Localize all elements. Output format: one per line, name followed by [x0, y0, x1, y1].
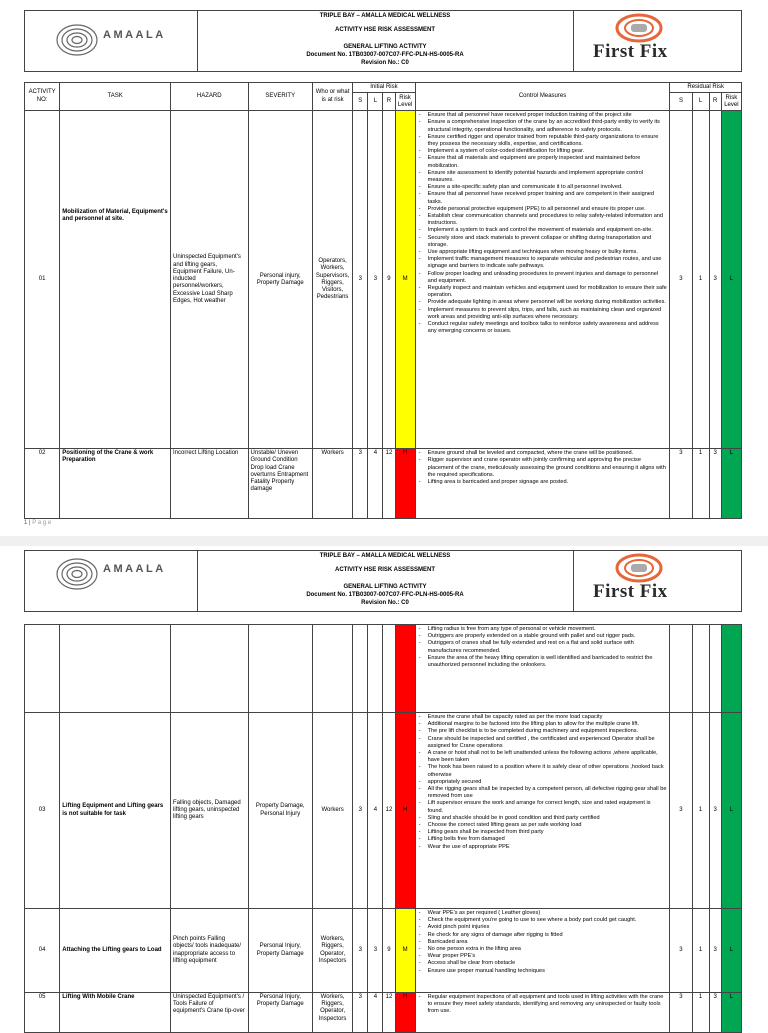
table-row: [25, 993, 742, 1033]
control-measure-item: - Ensure the area of the heavy lifting operation is well identified and barricaded to restrict the unauthorized personnel including the onlookers.: [428, 655, 668, 669]
activity-no: 05: [25, 993, 60, 1033]
amaala-logo-text: AMAALA: [103, 29, 166, 41]
control-measure-item: - Crane should be inspected and certified , the certificated and experienced Operator shall be assigned for Crane operations: [428, 736, 668, 750]
initial-r: 12: [383, 993, 395, 1033]
control-measure-item: - Re check for any signs of damage after rigging is fitted: [428, 932, 668, 939]
task: [60, 625, 171, 713]
col-res-risk-level: Risk Level: [721, 93, 741, 111]
who-at-risk: Workers: [312, 713, 352, 909]
initial-risk-level: M: [395, 909, 415, 993]
col-hazard: HAZARD: [171, 83, 249, 111]
amaala-logo: [25, 551, 198, 611]
control-measure-item: - Outriggers of cranes shall be fully extended and rest on a flat and solid surface with manufactures recommended.: [428, 640, 668, 654]
risk-table-page1: [24, 82, 742, 519]
initial-risk-level: H: [395, 713, 415, 909]
control-measure-item: - The pre lift checklist is to be completed during machinery and equipment inspections.: [428, 728, 668, 735]
residual-risk-level: L: [721, 909, 741, 993]
amaala-emblem-icon: [55, 23, 99, 57]
control-measure-item: - Wear the use of appropriate PPE: [428, 844, 668, 851]
header-title-block: [197, 551, 574, 611]
control-measure-item: - Ensure the crane shall be capacity rated as per the more load capacity: [428, 714, 668, 721]
initial-l: 3: [368, 909, 383, 993]
risk-table-page2: [24, 624, 742, 1033]
control-measure-item: - Implement a system of color-coded identification for lifting gear.: [428, 148, 668, 155]
control-measure-item: - Ensure use proper manual handling techniques: [428, 968, 668, 975]
activity-no: [25, 625, 60, 713]
initial-l: 4: [368, 713, 383, 909]
control-measure-item: - appropriately secured: [428, 779, 668, 786]
control-measure-item: - Lifting gears shall be inspected from third party: [428, 829, 668, 836]
task: Mobilization of Material, Equipment's and personnel at site.: [60, 111, 171, 449]
control-measure-item: - Conduct regular safety meetings and toolbox talks to reinforce safety awareness and address any emerging concerns or issues.: [428, 321, 668, 335]
control-measures: [415, 449, 670, 519]
control-measures: [415, 713, 670, 909]
residual-risk-level: L: [721, 993, 741, 1033]
table-row: [25, 625, 742, 713]
control-measure-item: - Ensure site assessment to identify potential hazards and implement appropriate control measures.: [428, 170, 668, 184]
initial-s: [353, 625, 368, 713]
activity-no: 01: [25, 111, 60, 449]
control-measures: [415, 909, 670, 993]
col-res-s: S: [670, 93, 692, 111]
hazard: Incorrect Lifting Location: [171, 449, 249, 519]
initial-l: [368, 625, 383, 713]
control-measure-item: - Avoid pinch point injuries: [428, 924, 668, 931]
task: Lifting Equipment and Lifting gears is not suitable for task: [60, 713, 171, 909]
initial-r: 12: [383, 449, 395, 519]
who-at-risk: Workers, Riggers, Operator, Inspectors: [312, 993, 352, 1033]
header-title-block: [197, 11, 574, 71]
task: Attaching the Lifting gears to Load: [60, 909, 171, 993]
control-measure-item: - Lifting belts free from damaged: [428, 836, 668, 843]
table-row: [25, 713, 742, 909]
control-measure-item: - Regularly inspect and maintain vehicles and equipment used for mobilization to ensure their safe operation.: [428, 285, 668, 299]
firstfix-logo: [573, 11, 741, 71]
residual-r: 3: [709, 993, 721, 1033]
control-measure-item: - Barricaded area: [428, 939, 668, 946]
residual-r: 3: [709, 909, 721, 993]
table-row: [25, 909, 742, 993]
table-row: [25, 449, 742, 519]
severity: Unstable/ Uneven Ground Condition Drop load Crane overturns Entrapment Fatality Property damage: [248, 449, 312, 519]
residual-r: [709, 625, 721, 713]
residual-s: 3: [670, 993, 692, 1033]
control-measure-item: - Lifting area is barricaded and proper signage are posted.: [428, 479, 668, 486]
task: Lifting With Mobile Crane: [60, 993, 171, 1033]
control-measures: [415, 625, 670, 713]
col-residual-risk: Residual Risk: [670, 83, 742, 93]
col-res-l: L: [692, 93, 709, 111]
page-2: [0, 546, 768, 1024]
activity-title: GENERAL LIFTING ACTIVITY: [343, 584, 427, 590]
initial-s: 3: [353, 713, 368, 909]
initial-l: 3: [368, 111, 383, 449]
control-measure-item: - Ensure a comprehensive inspection of the crane by an accredited third-party entity to verify its structural integrity, operational functionality, and adherence to safety protocols.: [428, 119, 668, 133]
control-measure-item: - Access shall be clear from obstacle: [428, 960, 668, 967]
activity-no: 02: [25, 449, 60, 519]
col-risk-level: Risk Level: [395, 93, 415, 111]
col-res-r: R: [709, 93, 721, 111]
firstfix-emblem-icon: [615, 553, 663, 583]
residual-l: 1: [692, 993, 709, 1033]
col-task: TASK: [60, 83, 171, 111]
residual-l: 1: [692, 909, 709, 993]
control-measure-item: - Implement a system to track and control the movement of materials and equipment on-site.: [428, 227, 668, 234]
firstfix-logo-text: First Fix: [593, 581, 668, 602]
col-r: R: [383, 93, 395, 111]
control-measure-item: - Wear proper PPE's: [428, 953, 668, 960]
control-measure-item: - Lift supervisor ensure the work and arrange for correct length, size and rated equipment is found.: [428, 800, 668, 814]
initial-risk-level: H: [395, 449, 415, 519]
control-measure-item: - Lifting radius is free from any type of personal or vehicle movement.: [428, 626, 668, 633]
firstfix-logo: [573, 551, 741, 611]
residual-r: 3: [709, 449, 721, 519]
control-measure-item: - Sling and shackle should be in good condition and third party certified: [428, 815, 668, 822]
col-severity: SEVERITY: [248, 83, 312, 111]
control-measure-item: - Use appropriate lifting equipment and techniques when moving heavy or bulky items.: [428, 249, 668, 256]
who-at-risk: Workers, Riggers, Operator, Inspectors: [312, 909, 352, 993]
col-control-measures: Control Measures: [415, 83, 670, 111]
control-measure-item: - Rigger supervisor and crane operator with jointly confirming and approving the precise placement of the crane, meticulously assessing the ground conditions and ensuring it aligns with the required specifications.: [428, 457, 668, 479]
initial-r: 9: [383, 909, 395, 993]
col-activity-no: ACTIVITY NO:: [25, 83, 60, 111]
severity: Personal Injury, Property Damage: [248, 909, 312, 993]
initial-risk-level: M: [395, 111, 415, 449]
hazard: Uninspected Equipment's and lifting gears, Equipment Failure, Un-inducted personnel/workers, Excessive Load Sharp Edges, Hot weather: [171, 111, 249, 449]
firstfix-logo-text: First Fix: [593, 41, 668, 62]
control-measure-item: - Outriggers are properly extended on a stable ground with pallet and out rigger pads.: [428, 633, 668, 640]
residual-risk-level: [721, 625, 741, 713]
control-measure-item: - Choose the correct rated lifting gears as per safe working load: [428, 822, 668, 829]
amaala-logo-text: AMAALA: [103, 563, 166, 575]
document-header: [24, 550, 742, 612]
who-at-risk: Workers: [312, 449, 352, 519]
col-who: Who or what is at risk: [312, 83, 352, 111]
residual-s: 3: [670, 713, 692, 909]
firstfix-emblem-icon: [615, 13, 663, 43]
document-number: Document No. 1TB03007-007C07-FFC-PLN-HS-0005-RA: [306, 592, 464, 598]
residual-s: 3: [670, 449, 692, 519]
control-measure-item: - Establish clear communication channels and procedures to relay safety-related information and instructions.: [428, 213, 668, 227]
document-header: [24, 10, 742, 72]
initial-risk-level: H: [395, 993, 415, 1033]
initial-r: 9: [383, 111, 395, 449]
control-measure-item: - Ensure ground shall be leveled and compacted, where the crane will be positioned.: [428, 450, 668, 457]
control-measure-item: - Ensure that all materials and equipment are properly inspected and maintained before mobilization.: [428, 155, 668, 169]
control-measure-item: - Follow proper loading and unloading procedures to prevent injuries and damage to personnel and equipment.: [428, 271, 668, 285]
control-measure-item: - A crane or hoist shall not to be left unattended unless the following actions ,where applicable, have been taken: [428, 750, 668, 764]
residual-s: 3: [670, 111, 692, 449]
page-number: 1 | P a g e: [24, 520, 52, 526]
residual-l: 1: [692, 111, 709, 449]
who-at-risk: Operators, Workers, Supervisors, Riggers, Visitors, Pedestrians: [312, 111, 352, 449]
table-header-row: [25, 83, 742, 93]
initial-r: 12: [383, 713, 395, 909]
revision-number: Revision No.: C0: [361, 600, 409, 606]
severity: Personal injury, Property Damage: [248, 111, 312, 449]
control-measure-item: - Ensure that all personnel have received proper training and are competent in their assigned tasks.: [428, 191, 668, 205]
control-measure-item: - The hook has been raised to a position where it is safely clear of other operations ,hooked back otherwise: [428, 764, 668, 778]
table-row: [25, 111, 742, 449]
page-separator: [0, 536, 768, 546]
initial-l: 4: [368, 449, 383, 519]
page-label: P a g e: [32, 520, 52, 526]
control-measure-item: - Implement traffic management measures to separate vehicular and pedestrian routes, and use signage and barriers to indicate safe pathways.: [428, 256, 668, 270]
residual-r: 3: [709, 713, 721, 909]
control-measures: [415, 111, 670, 449]
initial-r: [383, 625, 395, 713]
initial-s: 3: [353, 111, 368, 449]
activity-no: 03: [25, 713, 60, 909]
amaala-emblem-icon: [55, 557, 99, 591]
control-measure-item: - Implement measures to prevent slips, trips, and falls, such as maintaining clean and organized work areas and providing anti-slip surfaces where necessary.: [428, 307, 668, 321]
control-measure-item: - Ensure that all personnel have received proper induction training of the project site: [428, 112, 668, 119]
residual-l: 1: [692, 713, 709, 909]
control-measure-item: - No one person extra in the lifting area: [428, 946, 668, 953]
page-number-value: 1: [24, 520, 28, 526]
hazard: [171, 625, 249, 713]
control-measure-item: - All the rigging gears shall be inspected by a competent person, all defective rigging gear shall be removed from use: [428, 786, 668, 800]
col-s: S: [353, 93, 368, 111]
control-measure-item: - Securely store and stack materials to prevent collapse or shifting during transportation and storage.: [428, 235, 668, 249]
task: Positioning of the Crane & work Preparation: [60, 449, 171, 519]
control-measures: [415, 993, 670, 1033]
severity: Personal Injury, Property Damage: [248, 993, 312, 1033]
doc-type-title: ACTIVITY HSE RISK ASSESSMENT: [334, 567, 436, 573]
residual-r: 3: [709, 111, 721, 449]
initial-s: 3: [353, 909, 368, 993]
hazard: Pinch points Falling objects/ tools inadequate/ inappropriate access to lifting equipment: [171, 909, 249, 993]
control-measure-item: - Ensure a site-specific safety plan and communicate it to all personnel involved.: [428, 184, 668, 191]
control-measure-item: - Check the equipment you're going to use to see where a body part could get caught.: [428, 917, 668, 924]
document-number: Document No. 1TB03007-007C07-FFC-PLN-HS-0005-RA: [306, 52, 464, 58]
hazard: Uninspected Equipment's / Tools Failure of equipment's Crane tip-over: [171, 993, 249, 1033]
activity-no: 04: [25, 909, 60, 993]
initial-s: 3: [353, 993, 368, 1033]
initial-s: 3: [353, 449, 368, 519]
hazard: Falling objects, Damaged lifting gears, uninspected lifting gears: [171, 713, 249, 909]
severity: [248, 625, 312, 713]
activity-title: GENERAL LIFTING ACTIVITY: [343, 44, 427, 50]
control-measure-item: - Provide personal protective equipment (PPE) to all personnel and ensure its proper use.: [428, 206, 668, 213]
residual-risk-level: L: [721, 111, 741, 449]
control-measure-item: - Wear PPE's as per required ( Leather gloves): [428, 910, 668, 917]
severity: Property Damage, Personal Injury: [248, 713, 312, 909]
control-measure-item: - Regular equipment inspections of all equipment and tools used in lifting activities with the crane to ensure they meet safety standards, identifying and removing any uninspected or faulty tools from use.: [428, 994, 668, 1016]
residual-l: 1: [692, 449, 709, 519]
initial-risk-level: [395, 625, 415, 713]
residual-s: 3: [670, 909, 692, 993]
residual-risk-level: L: [721, 713, 741, 909]
project-title: TRIPLE BAY – AMALLA MEDICAL WELLNESS: [319, 553, 451, 559]
col-initial-risk: Initial Risk: [353, 83, 415, 93]
residual-risk-level: L: [721, 449, 741, 519]
control-measure-item: - Ensure certified rigger and operator trained from reputable third-party organizations to ensure they possess the necessary skills, expertise, and certifications.: [428, 134, 668, 148]
doc-type-title: ACTIVITY HSE RISK ASSESSMENT: [334, 27, 436, 33]
initial-l: 4: [368, 993, 383, 1033]
col-l: L: [368, 93, 383, 111]
project-title: TRIPLE BAY – AMALLA MEDICAL WELLNESS: [319, 13, 451, 19]
control-measure-item: - Provide adequate lighting in areas where personnel will be working during mobilization activities.: [428, 299, 668, 306]
revision-number: Revision No.: C0: [361, 60, 409, 66]
who-at-risk: [312, 625, 352, 713]
residual-l: [692, 625, 709, 713]
control-measure-item: - Additional margins to be factored into the lifting plan to allow for the multiple crane lift.: [428, 721, 668, 728]
amaala-logo: [25, 11, 198, 71]
residual-s: [670, 625, 692, 713]
